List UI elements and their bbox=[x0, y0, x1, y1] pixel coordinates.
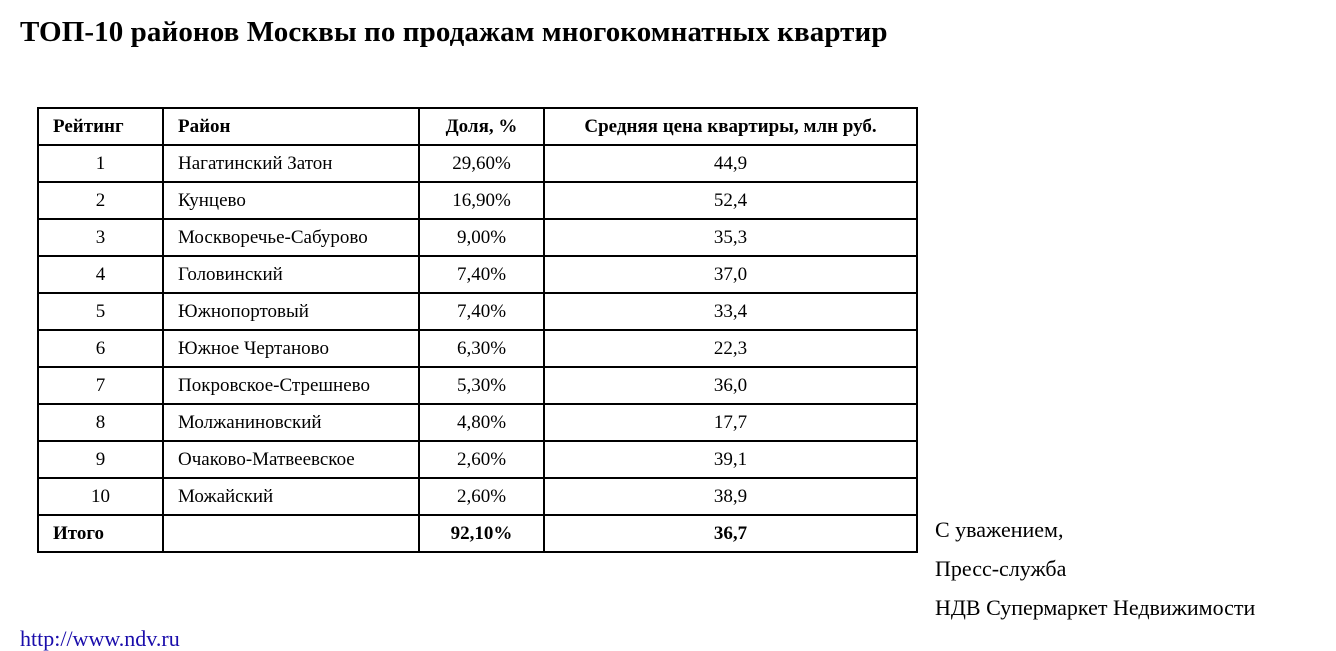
cell-rank: 1 bbox=[38, 145, 163, 182]
table-total-row bbox=[38, 515, 917, 552]
table-row bbox=[38, 404, 917, 441]
cell-price: 17,7 bbox=[544, 404, 917, 441]
cell-price: 38,9 bbox=[544, 478, 917, 515]
cell-rank: 6 bbox=[38, 330, 163, 367]
cell-price: 35,3 bbox=[544, 219, 917, 256]
cell-district: Покровское-Стрешнево bbox=[163, 367, 419, 404]
district-rating-table bbox=[37, 107, 918, 553]
cell-district: Нагатинский Затон bbox=[163, 145, 419, 182]
header-price: Средняя цена квартиры, млн руб. bbox=[544, 108, 917, 145]
table-row bbox=[38, 441, 917, 478]
cell-rank: 3 bbox=[38, 219, 163, 256]
cell-district: Можайский bbox=[163, 478, 419, 515]
table-row bbox=[38, 256, 917, 293]
signature-block bbox=[935, 510, 1255, 627]
page-title: ТОП-10 районов Москвы по продажам многокомнатных квартир bbox=[20, 16, 888, 48]
cell-share: 5,30% bbox=[419, 367, 544, 404]
cell-share: 2,60% bbox=[419, 478, 544, 515]
cell-price: 52,4 bbox=[544, 182, 917, 219]
table-row bbox=[38, 145, 917, 182]
cell-share: 6,30% bbox=[419, 330, 544, 367]
table-row bbox=[38, 330, 917, 367]
cell-rank: 2 bbox=[38, 182, 163, 219]
table-header-row bbox=[38, 108, 917, 145]
header-district: Район bbox=[163, 108, 419, 145]
total-district bbox=[163, 515, 419, 552]
total-price: 36,7 bbox=[544, 515, 917, 552]
signature-department: Пресс-служба bbox=[935, 556, 1067, 581]
header-share: Доля, % bbox=[419, 108, 544, 145]
cell-rank: 5 bbox=[38, 293, 163, 330]
signature-greeting: С уважением, bbox=[935, 517, 1064, 542]
table-row bbox=[38, 293, 917, 330]
cell-rank: 4 bbox=[38, 256, 163, 293]
cell-district: Молжаниновский bbox=[163, 404, 419, 441]
cell-price: 44,9 bbox=[544, 145, 917, 182]
signature-company: НДВ Супермаркет Недвижимости bbox=[935, 595, 1256, 620]
header-rank: Рейтинг bbox=[38, 108, 163, 145]
cell-share: 7,40% bbox=[419, 256, 544, 293]
cell-price: 37,0 bbox=[544, 256, 917, 293]
cell-district: Южное Чертаново bbox=[163, 330, 419, 367]
cell-district: Москворечье-Сабурово bbox=[163, 219, 419, 256]
cell-price: 22,3 bbox=[544, 330, 917, 367]
cell-rank: 10 bbox=[38, 478, 163, 515]
cell-share: 7,40% bbox=[419, 293, 544, 330]
cell-share: 16,90% bbox=[419, 182, 544, 219]
cell-district: Головинский bbox=[163, 256, 419, 293]
table-row bbox=[38, 367, 917, 404]
cell-district: Очаково-Матвеевское bbox=[163, 441, 419, 478]
cell-share: 29,60% bbox=[419, 145, 544, 182]
cell-rank: 9 bbox=[38, 441, 163, 478]
cell-district: Южнопортовый bbox=[163, 293, 419, 330]
cell-district: Кунцево bbox=[163, 182, 419, 219]
table-body bbox=[38, 145, 917, 552]
cell-rank: 7 bbox=[38, 367, 163, 404]
cell-share: 9,00% bbox=[419, 219, 544, 256]
website-link[interactable]: http://www.ndv.ru bbox=[20, 626, 180, 651]
table-row bbox=[38, 219, 917, 256]
cell-share: 4,80% bbox=[419, 404, 544, 441]
cell-price: 33,4 bbox=[544, 293, 917, 330]
cell-price: 36,0 bbox=[544, 367, 917, 404]
cell-price: 39,1 bbox=[544, 441, 917, 478]
cell-rank: 8 bbox=[38, 404, 163, 441]
table-row bbox=[38, 478, 917, 515]
total-label: Итого bbox=[38, 515, 163, 552]
table-row bbox=[38, 182, 917, 219]
total-share: 92,10% bbox=[419, 515, 544, 552]
cell-share: 2,60% bbox=[419, 441, 544, 478]
